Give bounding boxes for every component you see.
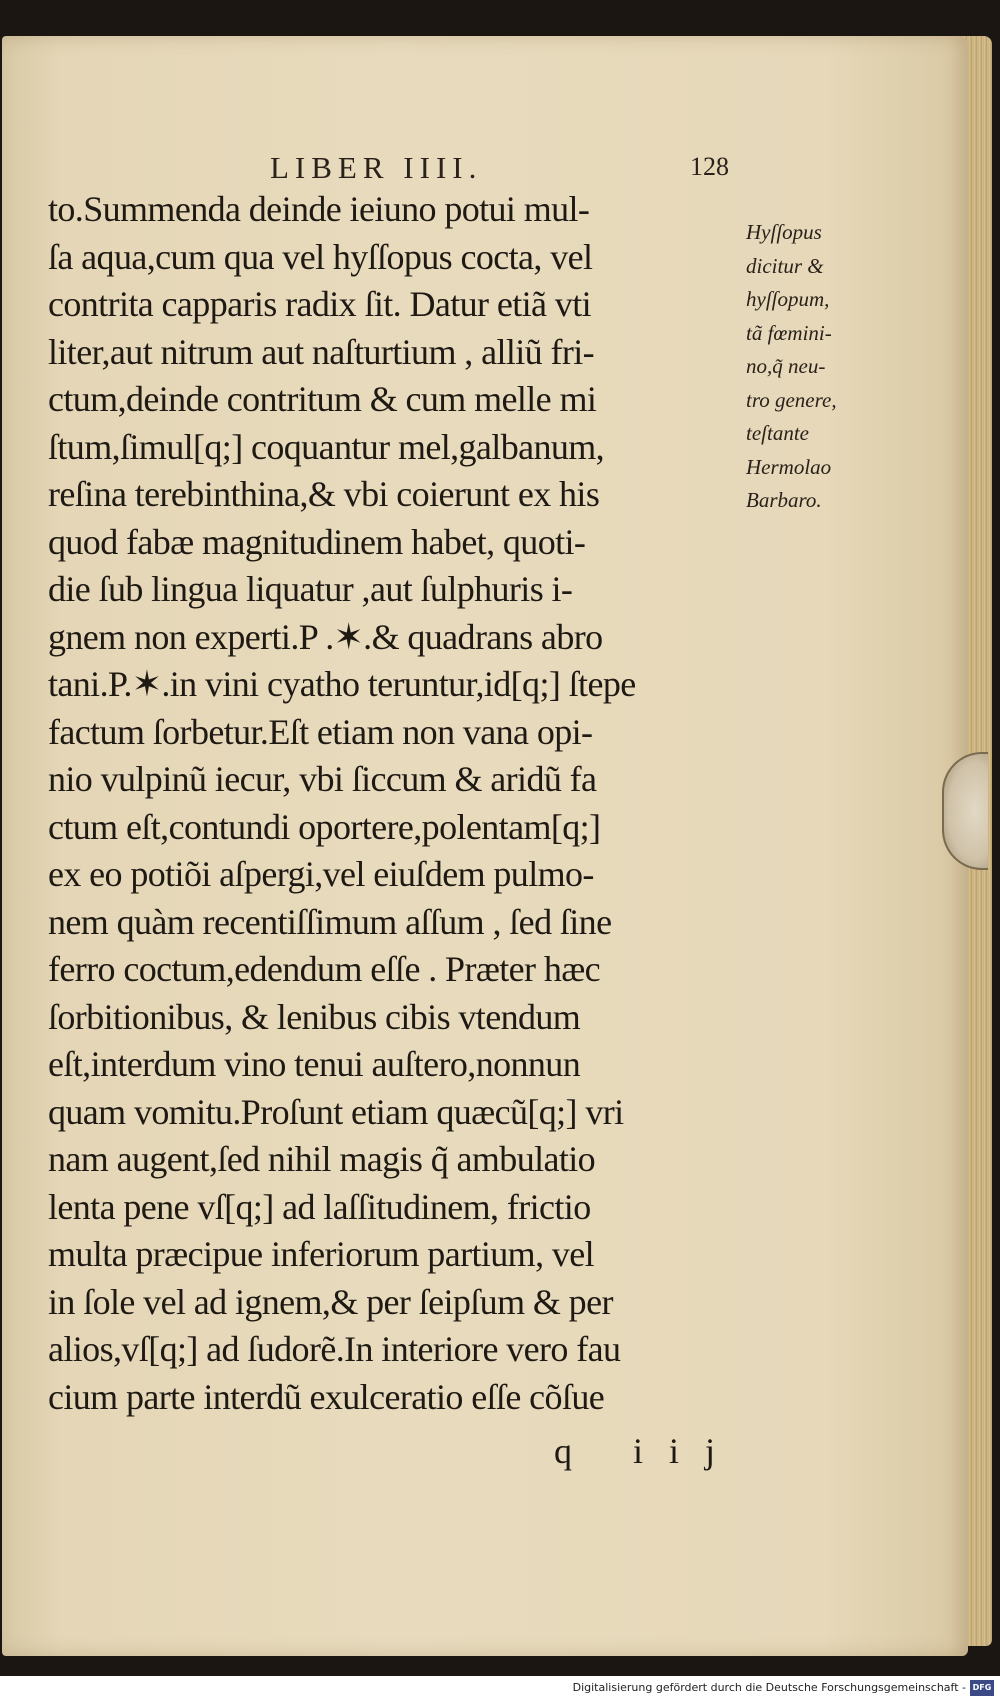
text-line: cium parte interdũ exulceratio eſſe cõſue [48,1376,605,1417]
text-line: ſa aqua,cum qua vel hyſſopus cocta, vel [48,236,593,277]
funding-credit: Digitalisierung gefördert durch die Deutsche Forschungsgemeinschaft - [572,1681,966,1694]
body-text [48,186,770,1421]
dfg-logo: DFG [970,1680,994,1696]
text-line: ex eo potiõi aſpergi,vel eiuſdem pulmo- [48,854,594,894]
book-page [2,36,968,1656]
marginal-note [746,216,876,518]
text-line: factum ſorbetur.Eſt etiam non vana opi- [48,711,593,752]
text-line: multa præcipue inferiorum partium, vel [48,1234,595,1274]
text-line: ferro coctum,edendum eſſe . Præter hæc [48,949,601,989]
text-line: to.Summenda deinde ieiuno potui mul- [48,189,590,229]
margin-note-line: tro genere, [746,387,837,412]
text-line: die ſub lingua liquatur ,aut ſulphuris i- [48,569,573,609]
text-line: ctum eſt,contundi oportere,polentam[q;] [48,806,601,847]
text-line: lenta pene vſ[q;] ad laſſitudinem, frictio [48,1186,591,1227]
text-line: gnem non experti.P .✶.& quadrans abro [48,616,603,657]
page-tab-marker [942,752,988,870]
text-line: ctum,deinde contritum & cum melle mi [48,379,597,419]
margin-note-line: Barbaro. [746,488,822,512]
text-line: eſt,interdum vino tenui auſtero,nonnun [48,1044,581,1084]
text-line: contrita capparis radix ſit. Datur etiã vti [48,284,591,324]
text-line: nam augent,ſed nihil magis q̃ ambulatio [48,1139,596,1179]
text-line: ſorbitionibus, & lenibus cibis vtendum [48,996,581,1037]
running-title: LIBER IIII. [270,150,483,185]
margin-note-line: no,q̃ neu- [746,354,826,378]
text-line: quam vomitu.Proſunt etiam quæcũ[q;] vri [48,1091,624,1132]
text-line: nio vulpinũ iecur, vbi ſiccum & aridũ fa [48,759,597,799]
margin-note-line: dicitur & [746,253,824,278]
footer-bar [0,1676,1000,1704]
text-line: quod fabæ magnitudinem habet, quoti- [48,521,586,562]
text-line: reſina terebinthina,& vbi coierunt ex his [48,474,600,514]
margin-note-line: Hyſſopus [746,220,822,244]
text-line: in ſole vel ad ignem,& per ſeipſum & per [48,1281,613,1322]
page-header [2,150,968,190]
text-line: nem quàm recentiſſimum aſſum , ſed ſine [48,901,612,942]
margin-note-line: hyſſopum, [746,287,830,311]
text-line: liter,aut nitrum aut naſturtium , alliũ fri- [48,331,595,372]
text-line: alios,vſ[q;] ad ſudorẽ.In interiore vero fau [48,1329,621,1369]
signature-mark: q iij [554,1431,742,1471]
margin-note-line: tã fœmini- [746,320,832,345]
margin-note-line: teſtante [746,421,809,445]
margin-note-line: Hermolao [746,454,832,479]
folio-number: 128 [690,152,729,181]
text-line: tani.P.✶.in vini cyatho teruntur,id[q;] ſtepe [48,664,636,704]
text-line: ſtum,ſimul[q;] coquantur mel,galbanum, [48,426,605,467]
